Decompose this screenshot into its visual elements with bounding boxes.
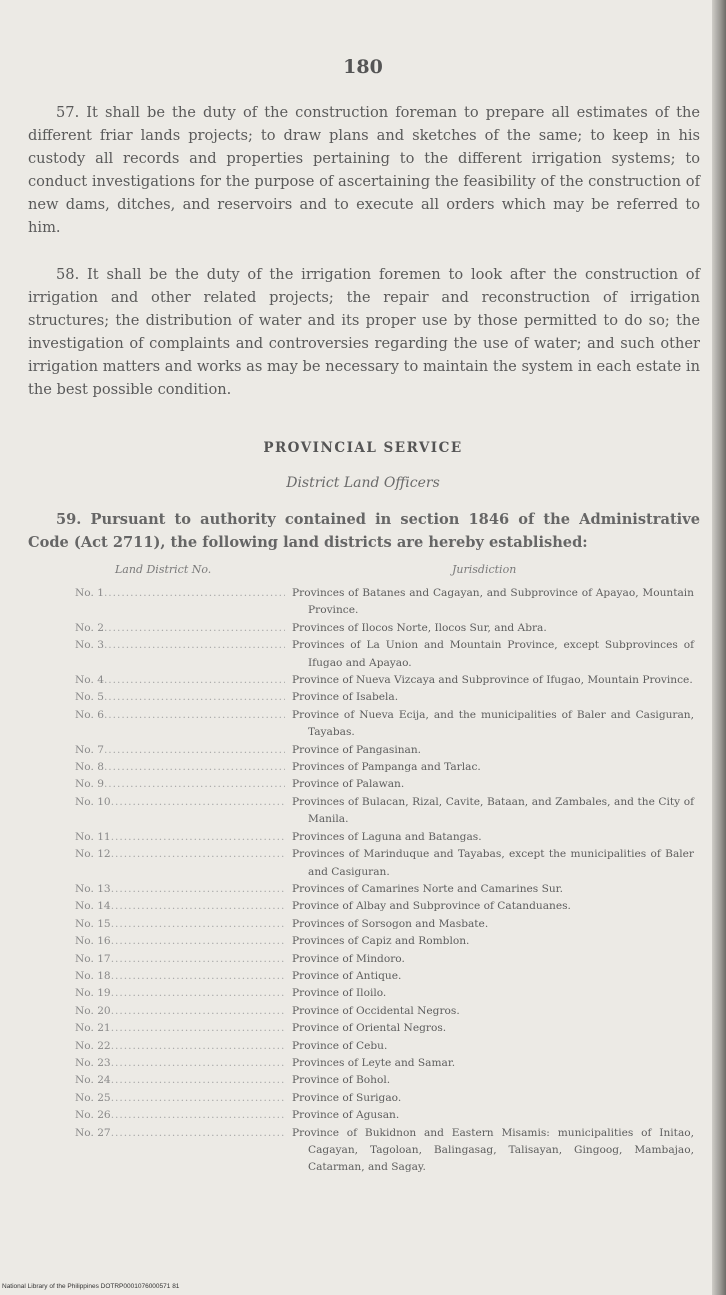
district-number: No. 2 ..... [75,620,285,637]
jurisdiction-text: Province of Antique. [292,969,402,982]
jurisdiction-text: Provinces of Marinduque and Tayabas, except the municipalities of Baler and Casiguran. [292,848,694,878]
table-row [0,585,712,620]
district-jurisdiction [292,1020,694,1037]
district-jurisdiction [292,951,694,968]
district-jurisdiction [292,1072,694,1089]
jurisdiction-text: Provinces of Sorsogon and Masbate. [292,917,489,930]
district-number: No. 19 ..... [75,985,285,1002]
district-jurisdiction [292,881,694,898]
district-number: No. 8 ..... [75,759,285,776]
district-jurisdiction [292,916,694,933]
district-number: No. 22 ..... [75,1038,285,1055]
jurisdiction-text: Provinces of Capiz and Romblon. [292,935,470,948]
district-number: No. 1 ..... [75,585,285,602]
table-row [0,916,712,933]
table-row [0,620,712,637]
district-number: No. 10 ..... [75,794,285,811]
district-jurisdiction [292,846,694,881]
table-row [0,933,712,950]
table-row [0,1072,712,1089]
table-row [0,672,712,689]
paragraph-59 [28,508,700,554]
district-jurisdiction [292,637,694,672]
table-row [0,1107,712,1124]
jurisdiction-text: Province of Albay and Subprovince of Catanduanes. [292,900,571,913]
paragraph-58 [28,263,700,401]
table-row [0,846,712,881]
paragraph-59-text: 59. Pursuant to authority contained in section 1846 of the Administrative Code (Act 2711), the following land districts are hereby established: [28,511,700,551]
table-row [0,951,712,968]
paragraph-58-text: 58. It shall be the duty of the irrigation foremen to look after the construction of irrigation and other related projects; the repair and reconstruction of irrigation structures; the distribution of water and its proper use by those permitted to do so; the investigation of complaints and controversies regarding the use of water; and such other irrigation matters and works as may be necessary to maintain the system in each estate in the best possible condition. [28,266,700,398]
table-row [0,776,712,793]
jurisdiction-text: Provinces of Laguna and Batangas. [292,830,482,843]
jurisdiction-text: Provinces of Pampanga and Tarlac. [292,761,481,774]
district-jurisdiction [292,1125,694,1177]
page-edge-shadow [712,0,726,1295]
district-jurisdiction [292,1003,694,1020]
district-jurisdiction [292,1038,694,1055]
district-number: No. 7 ..... [75,742,285,759]
table-row [0,1003,712,1020]
district-number: No. 18 ..... [75,968,285,985]
district-jurisdiction [292,985,694,1002]
district-number: No. 12 ..... [75,846,285,863]
jurisdiction-text: Province of Oriental Negros. [292,1022,447,1035]
district-jurisdiction [292,585,694,620]
jurisdiction-text: Province of Cebu. [292,1039,388,1052]
jurisdiction-text: Province of Agusan. [292,1109,400,1122]
district-number: No. 20 ..... [75,1003,285,1020]
district-jurisdiction [292,689,694,706]
table-row [0,1020,712,1037]
district-number: No. 21 ..... [75,1020,285,1037]
district-number: No. 13 ..... [75,881,285,898]
district-jurisdiction [292,829,694,846]
jurisdiction-text: Province of Mindoro. [292,952,405,965]
jurisdiction-text: Provinces of Batanes and Cagayan, and Subprovince of Apayao, Mountain Province. [292,587,694,617]
jurisdiction-text: Province of Bohol. [292,1074,391,1087]
table-row [0,1090,712,1107]
table-row [0,898,712,915]
jurisdiction-text: Province of Nueva Vizcaya and Subprovince of Ifugao, Mountain Province. [292,674,693,687]
district-jurisdiction [292,933,694,950]
jurisdiction-text: Province of Bukidnon and Eastern Misamis: municipalities of Initao, Cagayan, Tagoloan, Balingasag, Talisayan, Gingoog, Mambajao, Catarman, and Sagay. [292,1126,694,1174]
district-number: No. 17 ..... [75,951,285,968]
table-row [0,707,712,742]
footer-watermark: National Library of the Philippines DOTRP0001076000571 81 [2,1283,180,1290]
table-row [0,985,712,1002]
jurisdiction-text: Provinces of Ilocos Norte, Ilocos Sur, and Abra. [292,621,547,634]
jurisdiction-text: Province of Iloilo. [292,987,387,1000]
district-jurisdiction [292,968,694,985]
district-jurisdiction [292,620,694,637]
district-number: No. 23 ..... [75,1055,285,1072]
jurisdiction-text: Province of Occidental Negros. [292,1004,460,1017]
district-jurisdiction [292,794,694,829]
column-header-jurisdiction: Jurisdiction [452,563,517,576]
district-jurisdiction [292,707,694,742]
table-row [0,968,712,985]
district-number: No. 4 ..... [75,672,285,689]
district-jurisdiction [292,898,694,915]
jurisdiction-text: Provinces of Bulacan, Rizal, Cavite, Bataan, and Zambales, and the City of Manila. [292,795,694,826]
subheading: District Land Officers [286,475,440,491]
section-heading: PROVINCIAL SERVICE [263,440,463,456]
jurisdiction-text: Province of Isabela. [292,691,399,704]
district-number: No. 25 ..... [75,1090,285,1107]
district-jurisdiction [292,776,694,793]
district-jurisdiction [292,742,694,759]
district-number: No. 5 ..... [75,689,285,706]
district-number: No. 6 ..... [75,707,285,724]
table-row [0,742,712,759]
table-row [0,1038,712,1055]
district-table [0,585,712,1177]
jurisdiction-text: Provinces of Leyte and Samar. [292,1056,456,1069]
table-row [0,1055,712,1072]
paragraph-57-text: 57. It shall be the duty of the construction foreman to prepare all estimates of the different friar lands projects; to draw plans and sketches of the same; to keep in his custody all records and properties pertaining to the different irrigation systems; to conduct investigations for the purpose of ascertaining the feasibility of the construction of new dams, ditches, and reservoirs and to execute all orders which may be referred to him. [28,104,700,236]
district-jurisdiction [292,1055,694,1072]
table-row [0,759,712,776]
table-row [0,794,712,829]
district-number: No. 14 ..... [75,898,285,915]
table-row [0,1125,712,1177]
jurisdiction-text: Province of Nueva Ecija, and the municipalities of Baler and Casiguran, Tayabas. [292,708,694,739]
district-jurisdiction [292,1107,694,1124]
table-row [0,881,712,898]
district-number: No. 27 ..... [75,1125,285,1142]
paragraph-57 [28,101,700,239]
district-number: No. 3 ..... [75,637,285,654]
district-jurisdiction [292,759,694,776]
district-number: No. 24 ..... [75,1072,285,1089]
table-row [0,829,712,846]
district-number: No. 15 ..... [75,916,285,933]
jurisdiction-text: Province of Pangasinan. [292,743,422,756]
jurisdiction-text: Province of Surigao. [292,1091,402,1104]
district-number: No. 9 ..... [75,776,285,793]
page-number: 180 [343,56,383,78]
jurisdiction-text: Provinces of Camarines Norte and Camarines Sur. [292,882,563,895]
district-jurisdiction [292,672,694,689]
jurisdiction-text: Provinces of La Union and Mountain Province, except Subprovinces of Ifugao and Apayao. [292,639,694,669]
district-jurisdiction [292,1090,694,1107]
table-row [0,689,712,706]
district-number: No. 16 ..... [75,933,285,950]
district-number: No. 26 ..... [75,1107,285,1124]
jurisdiction-text: Province of Palawan. [292,778,405,791]
column-header-district: Land District No. [115,563,212,576]
district-number: No. 11 ..... [75,829,285,846]
table-row [0,637,712,672]
